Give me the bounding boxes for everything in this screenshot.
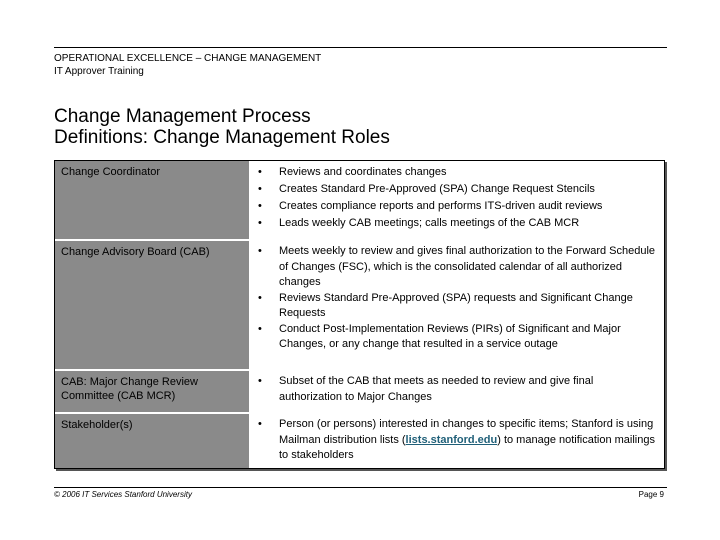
title-line-1: Change Management Process: [54, 106, 311, 127]
list-item: • Creates Standard Pre-Approved (SPA) Change Request Stencils: [258, 183, 595, 195]
role-description: [251, 241, 664, 369]
list-item: • Reviews and coordinates changes: [258, 166, 447, 178]
role-name: CAB: Major Change Review Committee (CAB MCR): [55, 371, 251, 412]
list-item: • Conduct Post-Implementation Reviews (PIRs) of Significant and Major Changes, or any change that resulted in a service outage: [258, 322, 621, 350]
roles-table: [54, 160, 665, 469]
list-item: • Subset of the CAB that meets as needed to review and give final authorization to Major Changes: [258, 375, 594, 403]
mailman-lists-link[interactable]: lists.stanford.edu: [405, 433, 498, 446]
role-description: [251, 414, 664, 468]
title-line-2: Definitions: Change Management Roles: [54, 127, 390, 148]
header-course: IT Approver Training: [54, 66, 144, 77]
footer-divider: [54, 487, 667, 488]
header-divider: [54, 47, 667, 48]
table-row: [55, 161, 664, 239]
footer-copyright: © 2006 IT Services Stanford University: [54, 490, 192, 499]
page-title: [54, 106, 390, 148]
table-row: [55, 412, 664, 468]
list-item: • Leads weekly CAB meetings; calls meetings of the CAB MCR: [258, 217, 580, 229]
role-name: Change Advisory Board (CAB): [55, 241, 251, 369]
list-item: • Meets weekly to review and gives final authorization to the Forward Schedule of Changes (FSC), which is the consolidated calendar of all authorized changes: [258, 245, 656, 288]
list-item: • Person (or persons) interested in changes to specific items; Stanford is using Mailman distribution lists (lists.stanford.edu) to manage notification mailings to stakeholders: [258, 418, 655, 461]
role-description: [251, 161, 664, 239]
role-name: Stakeholder(s): [55, 414, 251, 468]
page-number: Page 9: [638, 490, 664, 499]
role-description: [251, 371, 664, 412]
list-item: • Creates compliance reports and performs ITS-driven audit reviews: [258, 200, 603, 212]
list-item: • Reviews Standard Pre-Approved (SPA) requests and Significant Change Requests: [258, 291, 633, 319]
header-program: OPERATIONAL EXCELLENCE – CHANGE MANAGEMENT: [54, 53, 322, 64]
table-row: [55, 239, 664, 369]
table-row: [55, 369, 664, 412]
role-name: Change Coordinator: [55, 161, 251, 239]
slide-header: [54, 52, 321, 78]
